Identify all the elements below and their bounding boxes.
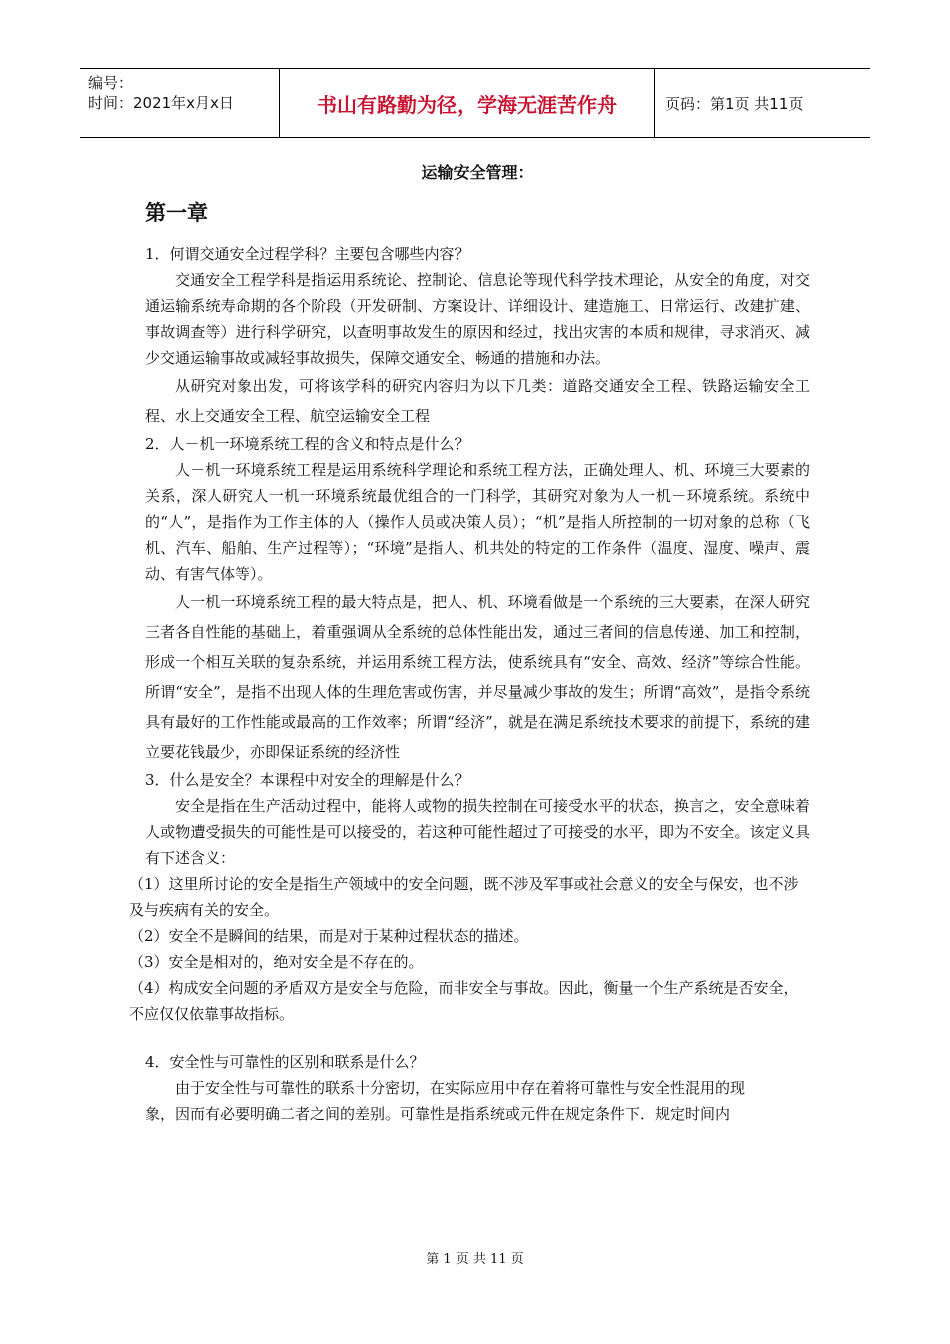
number-label: 编号： bbox=[88, 74, 134, 92]
list-item: （3）安全是相对的，绝对安全是不存在的。 bbox=[129, 953, 424, 971]
list-item: （4）构成安全问题的矛盾双方是安全与危险，而非安全与事故。因此，衡量一个生产系统是否安全，不应仅仅依靠事故指标。 bbox=[129, 979, 799, 1023]
document-title: 运输安全管理： bbox=[421, 163, 534, 182]
answer-2-paragraph-2: 人一机一环境系统工程的最大特点是，把人、机、环境看做是一个系统的三大要素，在深人研究三者各自性能的基础上，着重强调从全系统的总体性能出发，通过三者间的信息传递、加工和控制，形成一个相互关联的复杂系统，并运用系统工程方法，使系统具有“安全、高效、经济”等综合性能。所谓“安全”，是指不出现人体的生理危害或伤害，并尽量减少事故的发生；所谓“高效”，是指令系统具有最好的工作性能或最高的工作效率；所谓“经济”，就是在满足系统技术要求的前提下，系统的建立要花钱最少，亦即保证系统的经济性 bbox=[145, 593, 810, 761]
chapter-heading: 第一章 bbox=[145, 201, 208, 225]
question-3: 3．什么是安全？本课程中对安全的理解是什么？ bbox=[145, 771, 470, 789]
header-info-cell bbox=[80, 69, 280, 137]
question-2: 2．人－机一环境系统工程的含义和特点是什么？ bbox=[145, 435, 470, 453]
document-body bbox=[129, 160, 810, 1127]
answer-4-paragraph-1: 由于安全性与可靠性的联系十分密切，在实际应用中存在着将可靠性与安全性混用的现 bbox=[175, 1079, 746, 1097]
answer-2-paragraph-1: 人－机一环境系统工程是运用系统科学理论和系统工程方法，正确处理人、机、环境三大要素的关系，深人研究人一机一环境系统最优组合的一门科学，其研究对象为人一机－环境系统。系统中的“人”，是指作为工作主体的人（操作人员或决策人员）；“机”是指人所控制的一切对象的总称（飞机、汽车、船舶、生产过程等）；“环境”是指人、机共处的特定的工作条件（温度、湿度、噪声、震动、有害气体等）。 bbox=[145, 461, 810, 583]
motto: 书山有路勤为径，学海无涯苦作舟 bbox=[280, 69, 655, 137]
list-item: （2）安全不是瞬间的结果，而是对于某种过程状态的描述。 bbox=[129, 927, 529, 945]
answer-1-paragraph-1: 交通安全工程学科是指运用系统论、控制论、信息论等现代科学技术理论，从安全的角度，对交通运输系统寿命期的各个阶段（开发研制、方案设计、详细设计、建造施工、日常运行、改建扩建、事故调查等）进行科学研究，以查明事故发生的原因和经过，找出灾害的本质和规律，寻求消灭、减少交通运输事故或减轻事故损失，保障交通安全、畅通的措施和办法。 bbox=[145, 271, 810, 367]
time-label: 时间：2021年x月x日 bbox=[88, 94, 234, 112]
list-item: （1）这里所讨论的安全是指生产领域中的安全问题，既不涉及军事或社会意义的安全与保安，也不涉及与疾病有关的安全。 bbox=[129, 875, 799, 919]
page-label: 页码：第1页 共11页 bbox=[665, 94, 804, 113]
question-1: 1．何谓交通安全过程学科？主要包含哪些内容？ bbox=[145, 245, 470, 263]
header-table bbox=[80, 68, 870, 138]
question-4: 4．安全性与可靠性的区别和联系是什么？ bbox=[145, 1053, 425, 1071]
answer-4-paragraph-2: 象，因而有必要明确二者之间的差别。可靠性是指系统或元件在规定条件下．规定时间内 bbox=[145, 1105, 731, 1123]
answer-1-paragraph-2: 从研究对象出发，可将该学科的研究内容归为以下几类：道路交通安全工程、铁路运输安全工程、水上交通安全工程、航空运输安全工程 bbox=[145, 377, 810, 425]
answer-3-paragraph-1: 安全是指在生产活动过程中，能将人或物的损失控制在可接受水平的状态，换言之，安全意味着人或物遭受损失的可能性是可以接受的，若这种可能性超过了可接受的水平，即为不安全。该定义具有下述含义： bbox=[145, 797, 810, 867]
page-footer: 第 1 页 共 11 页 bbox=[426, 1252, 524, 1267]
